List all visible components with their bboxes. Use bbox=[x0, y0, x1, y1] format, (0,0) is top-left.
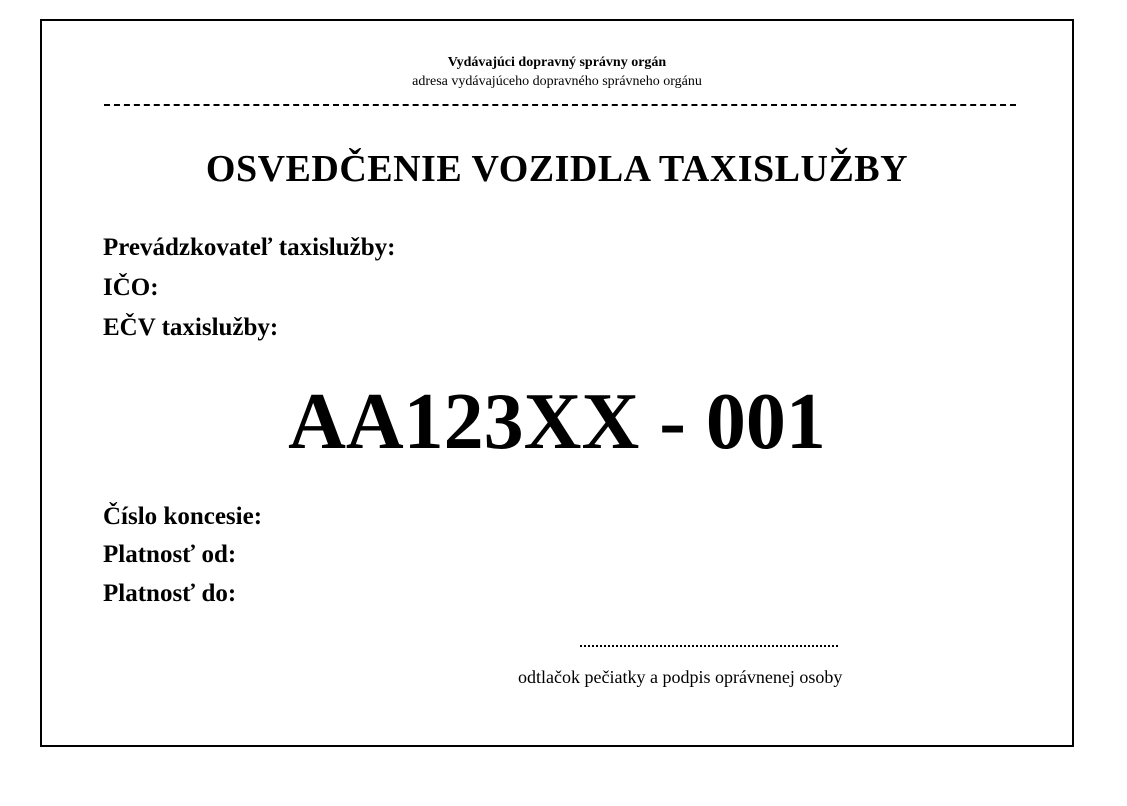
document-title: OSVEDČENIE VOZIDLA TAXISLUŽBY bbox=[205, 148, 909, 190]
field-license-number-label: Číslo koncesie: bbox=[103, 503, 263, 530]
field-valid-to-label: Platnosť do: bbox=[103, 580, 237, 607]
issuer-address: adresa vydávajúceho dopravného správneho orgánu bbox=[412, 74, 702, 89]
plate-number: AA123XX - 001 bbox=[288, 378, 826, 466]
header-separator bbox=[104, 104, 1016, 106]
field-valid-from-label: Platnosť od: bbox=[103, 541, 237, 568]
signature-caption: odtlačok pečiatky a podpis oprávnenej osoby bbox=[518, 667, 843, 687]
field-ecv-label: EČV taxislužby: bbox=[103, 314, 279, 341]
field-operator-label: Prevádzkovateľ taxislužby: bbox=[103, 234, 396, 261]
certificate-frame bbox=[40, 19, 1074, 747]
field-ico-label: IČO: bbox=[103, 274, 159, 301]
signature-line bbox=[580, 645, 838, 647]
issuer-name: Vydávajúci dopravný správny orgán bbox=[447, 55, 667, 70]
